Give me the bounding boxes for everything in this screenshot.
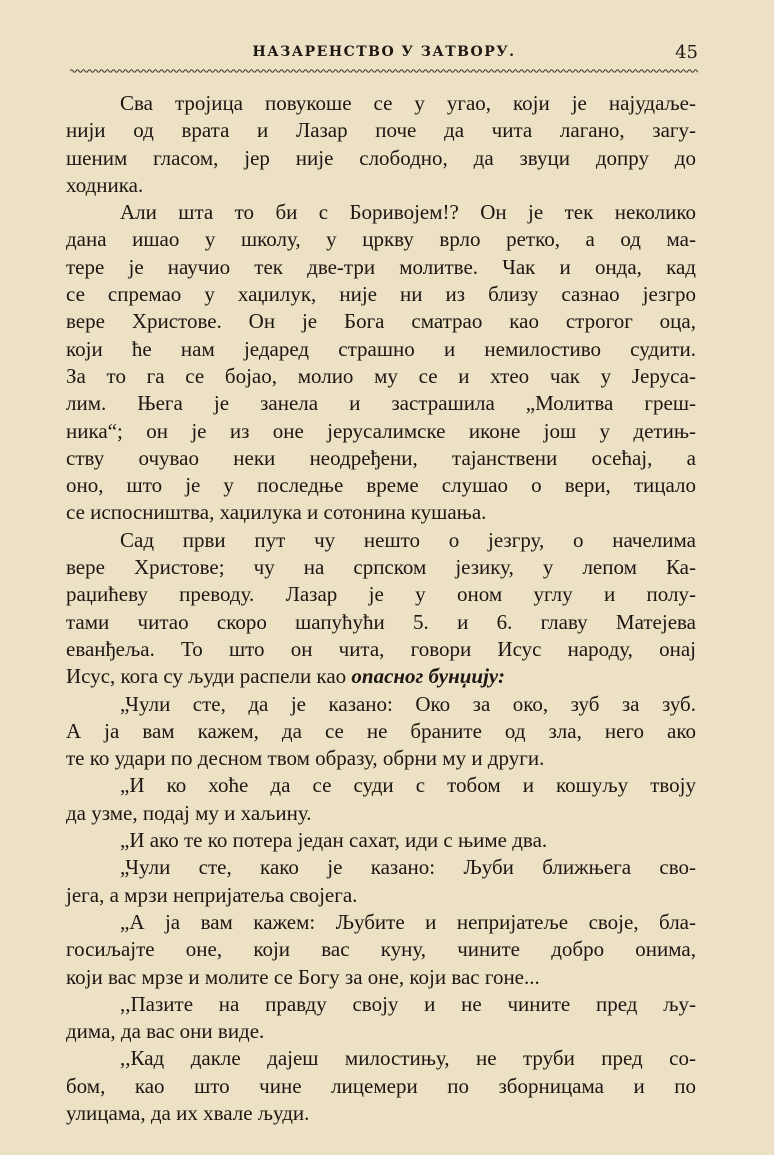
line-text: ству очувао неки неодређени, тајанствени осећај, а bbox=[66, 445, 696, 470]
line-text: дана ишао у школу, у цркву врло ретко, а од ма- bbox=[66, 227, 696, 252]
paragraph bbox=[66, 827, 696, 854]
text-line bbox=[66, 718, 696, 745]
line-text: „И ко хоће да се суди с тобом и кошуљу твоју bbox=[120, 773, 696, 798]
text-line bbox=[66, 199, 696, 226]
text-line bbox=[66, 772, 696, 799]
text-line bbox=[66, 609, 696, 636]
paragraph bbox=[66, 1045, 696, 1127]
line-text: да узме, подај му и хаљину. bbox=[66, 800, 312, 825]
line-text: дима, да вас они виде. bbox=[66, 1019, 265, 1044]
text-line bbox=[66, 691, 696, 718]
header-wavy-rule bbox=[70, 68, 698, 74]
text-line bbox=[66, 909, 696, 936]
line-text: раџићеву преводу. Лазар је у оном углу и полу- bbox=[66, 582, 696, 607]
text-line bbox=[66, 308, 696, 335]
line-text: који ће нам једаред страшно и немилостиво судити. bbox=[66, 336, 696, 361]
paragraph bbox=[66, 909, 696, 991]
text-line bbox=[66, 554, 696, 581]
line-text: те ко удари по десном твом образу, обрни му и други. bbox=[66, 746, 545, 771]
paragraph bbox=[66, 772, 696, 827]
line-text: се испосништва, хаџилука и сотонина кушања. bbox=[66, 500, 487, 525]
text-line bbox=[66, 964, 696, 991]
line-text: „Чули сте, да је казано: Око за око, зуб за зуб. bbox=[120, 691, 696, 716]
line-text: се спремао у хаџилук, није ни из близу сазнао језгро bbox=[66, 282, 696, 307]
text-line bbox=[66, 499, 696, 526]
line-text: оно, што је у последње време слушао о вери, тицало bbox=[66, 473, 696, 498]
line-text: ,,Кад дакле дајеш милостињу, не труби пред со- bbox=[120, 1046, 696, 1071]
line-text: Исус, кога су људи распели као bbox=[66, 664, 347, 689]
line-text: А ја вам кажем, да се не браните од зла, него ако bbox=[66, 718, 696, 743]
text-line bbox=[66, 145, 696, 172]
line-text: ходника. bbox=[66, 172, 144, 197]
line-text: нији од врата и Лазар поче да чита лагано, загу- bbox=[66, 118, 696, 143]
line-text: који вас мрзе и молите се Богу за оне, који вас гоне... bbox=[66, 964, 540, 989]
body-text bbox=[66, 90, 696, 1127]
text-line bbox=[66, 172, 696, 199]
line-text: „Чули сте, како је казано: Љуби ближњега сво- bbox=[120, 855, 696, 880]
emphasized-text: опасног бунџију: bbox=[351, 664, 505, 689]
line-text: ника“; он је из оне јерусалимске иконе још у детињ- bbox=[66, 418, 696, 443]
line-text: еванђеља. То што он чита, говори Исус народу, онај bbox=[66, 636, 696, 661]
paragraph bbox=[66, 90, 696, 199]
line-text: Али шта то би с Боривојем!? Он је тек неколико bbox=[120, 200, 696, 225]
text-line bbox=[66, 418, 696, 445]
running-title: НАЗАРЕНСТВО У ЗАТВОРУ. bbox=[252, 44, 516, 60]
text-line bbox=[66, 445, 696, 472]
text-line bbox=[66, 827, 696, 854]
text-line bbox=[66, 254, 696, 281]
page-number: 45 bbox=[675, 42, 698, 63]
line-text: тами читао скоро шапућући 5. и 6. главу Матејева bbox=[66, 609, 696, 634]
paragraph bbox=[66, 199, 696, 527]
line-text: За то га се бојао, молио му се и хтео чак у Јеруса- bbox=[66, 363, 696, 388]
paragraph bbox=[66, 854, 696, 909]
paragraph bbox=[66, 527, 696, 691]
line-text: тере је научио тек две-три молитве. Чак и онда, кад bbox=[66, 254, 696, 279]
text-line bbox=[66, 90, 696, 117]
text-line bbox=[66, 745, 696, 772]
text-line bbox=[66, 117, 696, 144]
line-text: Сад први пут чу нешто о језгру, о начелима bbox=[120, 527, 696, 552]
text-line bbox=[66, 1073, 696, 1100]
text-line bbox=[66, 854, 696, 881]
paragraph bbox=[66, 991, 696, 1046]
line-text: вере Христове; чу на српском језику, у лепом Ка- bbox=[66, 555, 696, 580]
line-text: ,,Пазите на правду своју и не чините пред љу- bbox=[120, 991, 696, 1016]
line-text: Сва тројица повукоше се у угао, који је најудаље- bbox=[120, 91, 696, 115]
line-text: „А ја вам кажем: Љубите и непријатеље своје, бла- bbox=[120, 909, 696, 934]
line-text: госиљајте оне, који вас куну, чините добро онима, bbox=[66, 937, 696, 962]
text-line bbox=[66, 527, 696, 554]
text-line bbox=[66, 390, 696, 417]
line-text: „И ако те ко потера један сахат, иди с њиме два. bbox=[120, 828, 548, 853]
line-text: јега, а мрзи непријатеља својега. bbox=[66, 882, 358, 907]
text-line bbox=[66, 936, 696, 963]
text-line bbox=[66, 281, 696, 308]
text-line bbox=[66, 636, 696, 663]
text-line bbox=[66, 336, 696, 363]
text-line bbox=[66, 882, 696, 909]
text-line bbox=[66, 663, 696, 690]
line-text: бом, као што чине лицемери по зборницама и по bbox=[66, 1073, 696, 1098]
text-line bbox=[66, 800, 696, 827]
text-line bbox=[66, 1045, 696, 1072]
text-line bbox=[66, 1018, 696, 1045]
line-text: шеним гласом, јер није слободно, да звуци допру до bbox=[66, 145, 696, 170]
line-text: лим. Њега је занела и застрашила „Молитва греш- bbox=[66, 391, 696, 416]
text-line bbox=[66, 991, 696, 1018]
text-line bbox=[66, 581, 696, 608]
line-text: вере Христове. Он је Бога сматрао као строгог оца, bbox=[66, 309, 696, 334]
text-line bbox=[66, 1100, 696, 1127]
paragraph bbox=[66, 691, 696, 773]
line-text: улицама, да их хвале људи. bbox=[66, 1100, 310, 1125]
text-line bbox=[66, 363, 696, 390]
text-line bbox=[66, 472, 696, 499]
text-line bbox=[66, 226, 696, 253]
